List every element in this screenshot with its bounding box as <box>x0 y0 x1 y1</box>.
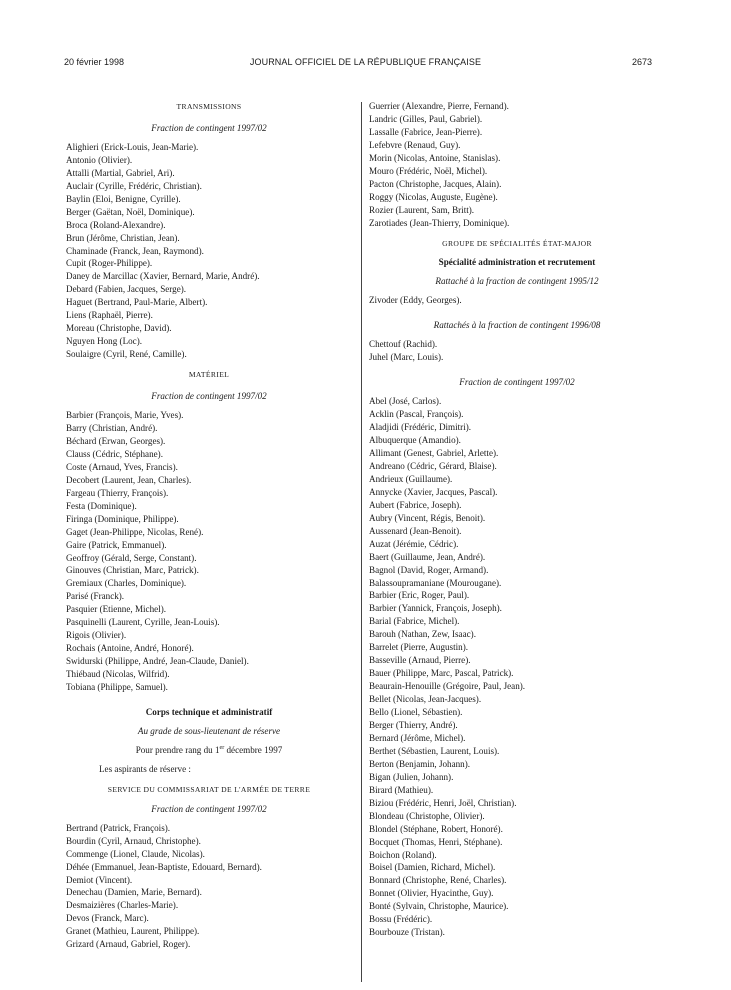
name-entry: Gremiaux (Charles, Dominique). <box>66 578 187 589</box>
name-entry: Chettouf (Rachid). <box>369 339 438 350</box>
page-header <box>0 57 731 71</box>
name-entry: Bertrand (Patrick, François). <box>66 822 171 833</box>
name-entry: Bocquet (Thomas, Henri, Stéphane). <box>369 836 503 847</box>
name-entry: Nguyen Hong (Loc). <box>66 336 143 347</box>
name-entry: Rigois (Olivier). <box>66 630 127 641</box>
page-number: 2673 <box>631 57 652 67</box>
name-entry: Roggy (Nicolas, Auguste, Eugène). <box>369 191 498 202</box>
name-entry: Blondeau (Christophe, Olivier). <box>369 810 485 821</box>
name-entry: Bellet (Nicolas, Jean-Jacques). <box>369 694 482 705</box>
name-entry: Berthet (Sébastien, Laurent, Louis). <box>369 745 500 756</box>
name-entry: Birard (Mathieu). <box>369 784 434 795</box>
name-entry: Barbier (Eric, Roger, Paul). <box>369 590 470 601</box>
service-heading: SERVICE DU COMMISSARIAT DE L'ARMÉE DE TERRE <box>107 784 311 794</box>
name-entry: Béchard (Erwan, Georges). <box>66 435 166 446</box>
name-entry: Déhée (Emmanuel, Jean-Baptiste, Edouard, Bernard). <box>66 861 262 872</box>
name-entry: Bonnard (Christophe, René, Charles). <box>369 875 507 886</box>
grade-heading: Au grade de sous-lieutenant de réserve <box>137 725 281 736</box>
name-entry: Festa (Dominique). <box>66 500 137 511</box>
name-entry: Baert (Guillaume, Jean, André). <box>369 551 486 562</box>
name-entry: Mouro (Frédéric, Noël, Michel). <box>369 165 488 176</box>
name-entry: Daney de Marcillac (Xavier, Bernard, Marie, André). <box>66 271 260 282</box>
name-entry: Gaget (Jean-Philippe, Nicolas, René). <box>66 526 204 537</box>
name-entry: Chaminade (Franck, Jean, Raymond). <box>66 245 204 256</box>
name-entry: Basseville (Arnaud, Pierre). <box>369 655 471 666</box>
name-entry: Alighieri (Erick-Louis, Jean-Marie). <box>66 141 199 152</box>
name-entry: Bernard (Jérôme, Michel). <box>369 732 466 743</box>
name-entry: Commenge (Lionel, Claude, Nicolas). <box>66 848 205 859</box>
fraction-heading: Fraction de contingent 1997/02 <box>151 391 267 402</box>
name-entry: Auclair (Cyrille, Frédéric, Christian). <box>66 180 202 191</box>
name-entry: Rozier (Laurent, Sam, Britt). <box>369 204 475 215</box>
name-entry: Barouh (Nathan, Zew, Isaac). <box>369 629 476 640</box>
name-entry: Barbier (Yannick, François, Joseph). <box>369 603 502 614</box>
name-list-1997 <box>369 395 665 939</box>
name-entry: Soulaigre (Cyril, René, Camille). <box>66 349 187 360</box>
name-entry: Clauss (Cédric, Stéphane). <box>66 448 163 459</box>
section-heading-transmissions: TRANSMISSIONS <box>176 102 242 111</box>
name-entry: Berger (Thierry, André). <box>369 719 458 730</box>
name-entry: Balassoupramaniane (Mourougane). <box>369 577 502 588</box>
name-entry: Albuquerque (Amandio). <box>369 435 461 446</box>
name-entry: Thiébaud (Nicolas, Wilfrid). <box>66 669 170 680</box>
name-list-transmissions <box>66 141 352 361</box>
name-entry: Bagnol (David, Roger, Armand). <box>369 564 489 575</box>
name-entry: Liens (Raphaël, Pierre). <box>66 310 153 321</box>
name-entry: Barry (Christian, André). <box>66 422 158 433</box>
name-entry: Zarotiades (Jean-Thierry, Dominique). <box>369 217 510 228</box>
name-entry: Pasquier (Etienne, Michel). <box>66 604 167 615</box>
name-entry: Rochais (Antoine, André, Honoré). <box>66 643 194 654</box>
name-entry: Barbier (François, Marie, Yves). <box>66 410 184 421</box>
name-entry: Geoffroy (Gérald, Serge, Constant). <box>66 552 197 563</box>
name-entry: Aubert (Fabrice, Joseph). <box>369 499 462 510</box>
fraction-heading: Fraction de contingent 1997/02 <box>459 377 575 388</box>
name-entry: Coste (Arnaud, Yves, Francis). <box>66 461 178 472</box>
name-entry: Ginouves (Christian, Marc, Patrick). <box>66 565 199 576</box>
name-entry: Berger (Gaëtan, Noël, Dominique). <box>66 206 195 217</box>
name-entry: Aussenard (Jean-Benoit). <box>369 525 462 536</box>
specialite-heading: Spécialité administration et recrutement <box>438 257 596 268</box>
name-entry: Devos (Franck, Marc). <box>66 913 149 924</box>
name-entry: Bourdin (Cyril, Arnaud, Christophe). <box>66 835 201 846</box>
column-divider <box>361 102 362 982</box>
name-entry: Pacton (Christophe, Jacques, Alain). <box>369 178 502 189</box>
name-entry: Decobert (Laurent, Jean, Charles). <box>66 474 192 485</box>
name-entry: Landric (Gilles, Paul, Gabriel). <box>369 113 483 124</box>
name-entry: Grizard (Arnaud, Gabriel, Roger). <box>66 939 191 950</box>
name-list-1995 <box>369 294 665 307</box>
fraction-heading: Fraction de contingent 1997/02 <box>151 803 267 814</box>
name-entry: Brun (Jérôme, Christian, Jean). <box>66 232 180 243</box>
name-entry: Bourbouze (Tristan). <box>369 927 445 938</box>
name-list-materiel <box>66 409 352 694</box>
name-entry: Moreau (Christophe, David). <box>66 323 172 334</box>
name-entry: Bello (Lionel, Sébastien). <box>369 707 463 718</box>
name-entry: Bigan (Julien, Johann). <box>369 771 454 782</box>
name-entry: Firinga (Dominique, Philippe). <box>66 513 179 524</box>
name-entry: Auzat (Jérémie, Cédric). <box>369 538 459 549</box>
name-entry: Guerrier (Alexandre, Pierre, Fernand). <box>369 101 509 111</box>
name-entry: Zivoder (Eddy, Georges). <box>369 295 462 306</box>
name-entry: Lassalle (Fabrice, Jean-Pierre). <box>369 126 483 137</box>
name-entry: Allimant (Genest, Gabriel, Arlette). <box>369 447 499 458</box>
name-entry: Antonio (Olivier). <box>66 154 133 165</box>
header-date: 20 février 1998 <box>64 57 125 67</box>
corps-heading: Corps technique et administratif <box>145 706 273 717</box>
name-entry: Aubry (Vincent, Régis, Benoit). <box>369 512 486 523</box>
name-entry: Bonnet (Olivier, Hyacinthe, Guy). <box>369 888 494 899</box>
journal-title: JOURNAL OFFICIEL DE LA RÉPUBLIQUE FRANÇAISE <box>249 57 482 67</box>
name-list-1996 <box>369 338 665 364</box>
section-heading-materiel: MATÉRIEL <box>188 370 230 380</box>
right-column <box>369 100 665 939</box>
name-list-commissariat <box>66 822 352 952</box>
name-entry: Barial (Fabrice, Michel). <box>369 616 460 627</box>
name-entry: Biziou (Frédéric, Henri, Joël, Christian). <box>369 797 517 808</box>
name-entry: Debard (Fabien, Jacques, Serge). <box>66 284 187 295</box>
name-entry: Gaire (Patrick, Emmanuel). <box>66 539 167 550</box>
name-entry: Cupit (Roger-Philippe). <box>66 258 153 269</box>
aspirants-line: Les aspirants de réserve : <box>99 763 191 774</box>
name-entry: Bossu (Frédéric). <box>369 914 433 925</box>
fraction-heading: Rattaché à la fraction de contingent 1995/12 <box>435 276 599 287</box>
name-entry: Granet (Mathieu, Laurent, Philippe). <box>66 926 200 937</box>
name-entry: Demiot (Vincent). <box>66 874 133 885</box>
fraction-heading: Fraction de contingent 1997/02 <box>151 122 267 133</box>
name-entry: Berton (Benjamin, Johann). <box>369 758 471 769</box>
name-entry: Annycke (Xavier, Jacques, Pascal). <box>369 486 498 497</box>
name-entry: Aladjidi (Frédéric, Dimitri). <box>369 422 472 433</box>
name-entry: Beaurain-Henouille (Grégoire, Paul, Jean). <box>369 681 526 692</box>
name-entry: Fargeau (Thierry, François). <box>66 487 169 498</box>
name-entry: Morin (Nicolas, Antoine, Stanislas). <box>369 152 501 163</box>
name-entry: Tobiana (Philippe, Samuel). <box>66 682 168 693</box>
name-entry: Andreano (Cédric, Gérard, Blaise). <box>369 460 497 471</box>
name-entry: Abel (José, Carlos). <box>369 396 442 407</box>
name-entry: Boisel (Damien, Richard, Michel). <box>369 862 496 873</box>
fraction-heading: Rattachés à la fraction de contingent 1996/08 <box>433 320 601 331</box>
name-entry: Parisé (Franck). <box>66 591 125 602</box>
name-entry: Lefebvre (Renaud, Guy). <box>369 139 461 150</box>
name-entry: Swidurski (Philippe, André, Jean-Claude, Daniel). <box>66 656 249 667</box>
name-entry: Denechau (Damien, Marie, Bernard). <box>66 887 202 898</box>
name-entry: Andrieux (Guillaume). <box>369 473 453 484</box>
name-entry: Juhel (Marc, Louis). <box>369 352 444 363</box>
name-entry: Acklin (Pascal, François). <box>369 409 464 420</box>
name-entry: Blondel (Stéphane, Robert, Honoré). <box>369 823 503 834</box>
name-entry: Pasquinelli (Laurent, Cyrille, Jean-Louis). <box>66 617 220 628</box>
name-entry: Haguet (Bertrand, Paul-Marie, Albert). <box>66 297 208 308</box>
left-column <box>66 101 352 951</box>
name-entry: Baylin (Eloi, Benigne, Cyrille). <box>66 193 181 204</box>
name-entry: Barrelet (Pierre, Augustin). <box>369 642 468 653</box>
name-entry: Bauer (Philippe, Marc, Pascal, Patrick). <box>369 668 514 679</box>
name-entry: Broca (Roland-Alexandre). <box>66 219 166 230</box>
groupe-heading: GROUPE DE SPÉCIALITÉS ÉTAT-MAJOR <box>442 238 592 248</box>
name-entry: Attalli (Martial, Gabriel, Ari). <box>66 167 175 178</box>
name-entry: Desmaizières (Charles-Marie). <box>66 900 179 911</box>
name-entry: Bonté (Sylvain, Christophe, Maurice). <box>369 901 509 912</box>
name-list-continued <box>369 100 665 230</box>
rang-line: Pour prendre rang du 1er décembre 1997 <box>135 744 283 755</box>
name-entry: Boichon (Roland). <box>369 849 437 860</box>
